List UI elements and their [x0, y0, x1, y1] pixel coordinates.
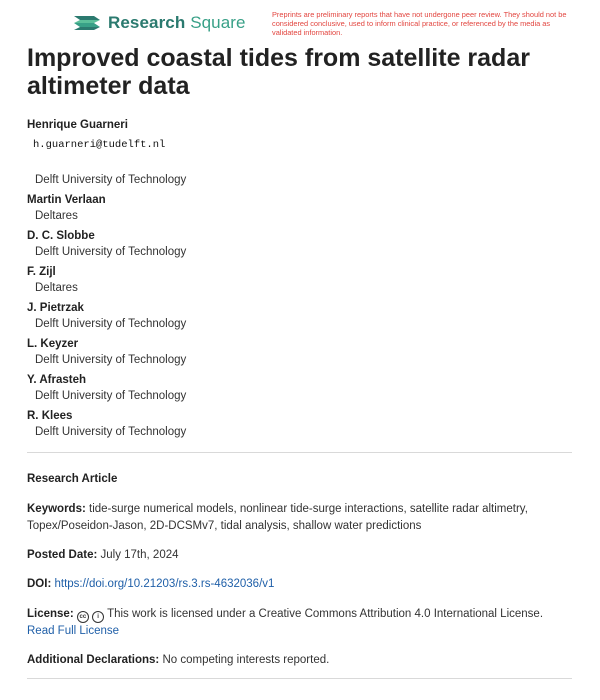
- author-affiliation: Deltares: [35, 282, 78, 294]
- keywords: [27, 501, 577, 535]
- posted-date: [27, 547, 577, 564]
- doi-link[interactable]: https://doi.org/10.21203/rs.3.rs-4632036/v1: [54, 578, 275, 590]
- doi: [27, 576, 577, 593]
- keywords-label: Keywords:: [27, 503, 86, 515]
- keywords-value: tide-surge numerical models, nonlinear tide-surge interactions, satellite radar altimetry, Topex/Poseidon-Jason, 2D-DCSMv7, tidal analysis, shallow water predictions: [27, 503, 528, 532]
- author-affiliation: Delft University of Technology: [35, 318, 187, 330]
- author-name: Y. Afrasteh: [27, 374, 87, 386]
- divider: [27, 452, 572, 453]
- author-name: J. Pietrzak: [27, 302, 84, 314]
- license: [27, 606, 577, 640]
- author-affiliation: Delft University of Technology: [35, 174, 187, 186]
- divider: [27, 678, 572, 679]
- header: [0, 8, 600, 40]
- posted-label: Posted Date:: [27, 549, 98, 561]
- declarations-value: No competing interests reported.: [162, 654, 330, 666]
- declarations-label: Additional Declarations:: [27, 654, 160, 666]
- license-text: This work is licensed under a Creative Commons Attribution 4.0 International License.: [107, 608, 544, 620]
- author-name: F. Zijl: [27, 266, 56, 278]
- page-title: Improved coastal tides from satellite radar altimeter data: [27, 44, 530, 100]
- creative-commons-icon: cc: [77, 611, 89, 623]
- logo-icon: [72, 12, 102, 34]
- author-name: L. Keyzer: [27, 338, 79, 350]
- author-list: [27, 117, 577, 444]
- author-affiliation: Delft University of Technology: [35, 354, 187, 366]
- license-label: License:: [27, 608, 74, 620]
- author-affiliation: Delft University of Technology: [35, 246, 187, 258]
- research-square-logo[interactable]: [72, 12, 246, 34]
- author-affiliation: Deltares: [35, 210, 78, 222]
- additional-declarations: [27, 652, 577, 669]
- author-name: Martin Verlaan: [27, 194, 106, 206]
- attribution-icon: i: [92, 611, 104, 623]
- logo-word-1: Research: [108, 13, 186, 32]
- read-full-license-link[interactable]: Read Full License: [27, 625, 120, 637]
- author-affiliation: Delft University of Technology: [35, 390, 187, 402]
- author-name: D. C. Slobbe: [27, 230, 95, 242]
- posted-value: July 17th, 2024: [100, 549, 179, 561]
- author-email[interactable]: h.guarneri@tudelft.nl: [33, 139, 166, 151]
- logo-word-2: Square: [190, 13, 246, 32]
- doi-label: DOI:: [27, 578, 52, 590]
- article-type: Research Article: [27, 473, 118, 485]
- preprint-disclaimer: Preprints are preliminary reports that have not undergone peer review. They should not be considered conclusive, used to inform clinical practice, or referenced by the media as validated information.: [272, 10, 567, 37]
- author-name: R. Klees: [27, 410, 73, 422]
- author-affiliation: Delft University of Technology: [35, 426, 187, 438]
- author-name: Henrique Guarneri: [27, 119, 128, 131]
- logo-text: [108, 13, 246, 33]
